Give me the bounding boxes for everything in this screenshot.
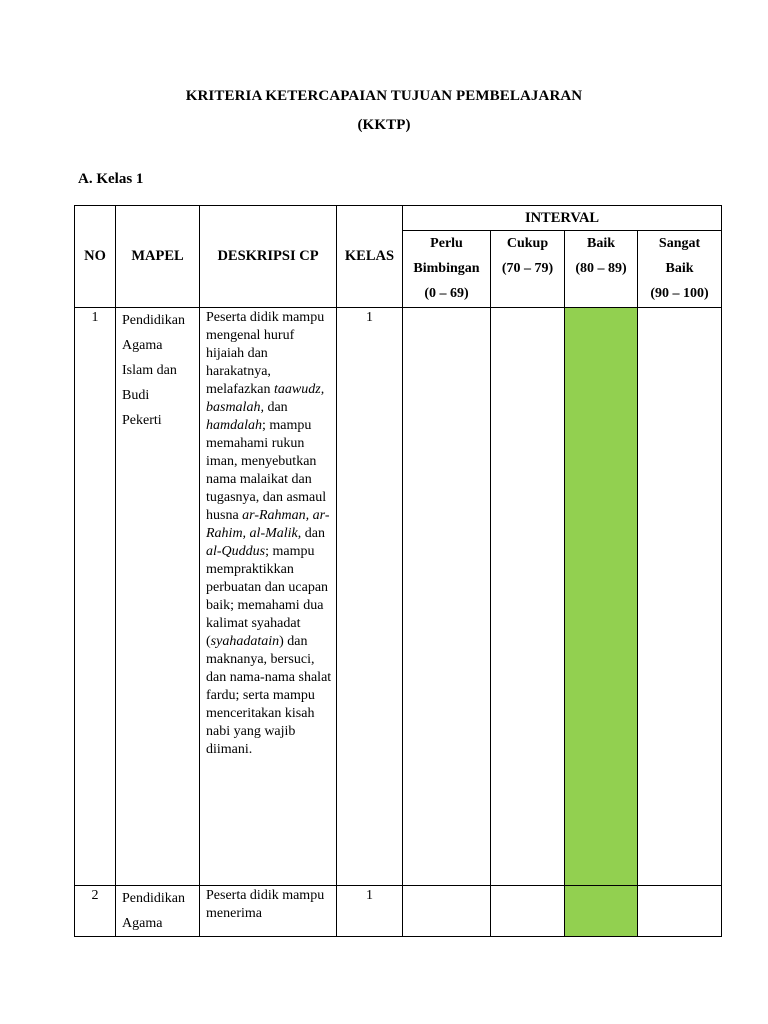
cell-sangat-baik <box>638 886 722 937</box>
header-baik: Baik (80 – 89) <box>565 231 638 308</box>
section-heading: A. Kelas 1 <box>78 171 144 187</box>
cell-cukup <box>491 886 565 937</box>
table-row <box>75 886 722 937</box>
document-title: KRITERIA KETERCAPAIAN TUJUAN PEMBELAJARAN <box>185 88 583 104</box>
table-row <box>75 308 722 886</box>
row-kelas: 1 <box>337 308 403 886</box>
document-subtitle: (KKTP) <box>357 117 411 133</box>
row-number: 1 <box>75 308 116 886</box>
row-kelas: 1 <box>337 886 403 937</box>
header-no: NO <box>75 206 116 308</box>
cell-perlu-bimbingan <box>403 886 491 937</box>
kktp-table <box>74 205 722 937</box>
row-deskripsi: Peserta didik mampu mengenal huruf hijaiah dan harakatnya, melafazkan taawudz, basmalah, dan hamdalah; mampu memahami rukun iman, menyebutkan nama malaikat dan tugasnya, dan asmaul husna ar-Rahman, ar-Rahim, al-Malik, dan al-Quddus; mampu mempraktikkan perbuatan dan ucapan baik; memahami dua kalimat syahadat (syahadatain) dan maknanya, bersuci, dan nama-nama shalat fardu; serta mampu menceritakan kisah nabi yang wajib diimani. <box>200 308 337 886</box>
cell-perlu-bimbingan <box>403 308 491 886</box>
cell-baik-highlighted <box>565 886 638 937</box>
header-interval: INTERVAL <box>403 206 722 231</box>
cell-cukup <box>491 308 565 886</box>
cell-baik-highlighted <box>565 308 638 886</box>
header-kelas: KELAS <box>337 206 403 308</box>
row-mapel: Pendidikan Agama Islam dan Budi Pekerti <box>116 308 200 886</box>
header-mapel: MAPEL <box>116 206 200 308</box>
header-cukup: Cukup (70 – 79) <box>491 231 565 308</box>
cell-sangat-baik <box>638 308 722 886</box>
row-mapel: Pendidikan Agama <box>116 886 200 937</box>
row-number: 2 <box>75 886 116 937</box>
header-deskripsi: DESKRIPSI CP <box>200 206 337 308</box>
header-sangat-baik: Sangat Baik (90 – 100) <box>638 231 722 308</box>
row-deskripsi: Peserta didik mampu menerima <box>200 886 337 937</box>
header-perlu-bimbingan: Perlu Bimbingan (0 – 69) <box>403 231 491 308</box>
